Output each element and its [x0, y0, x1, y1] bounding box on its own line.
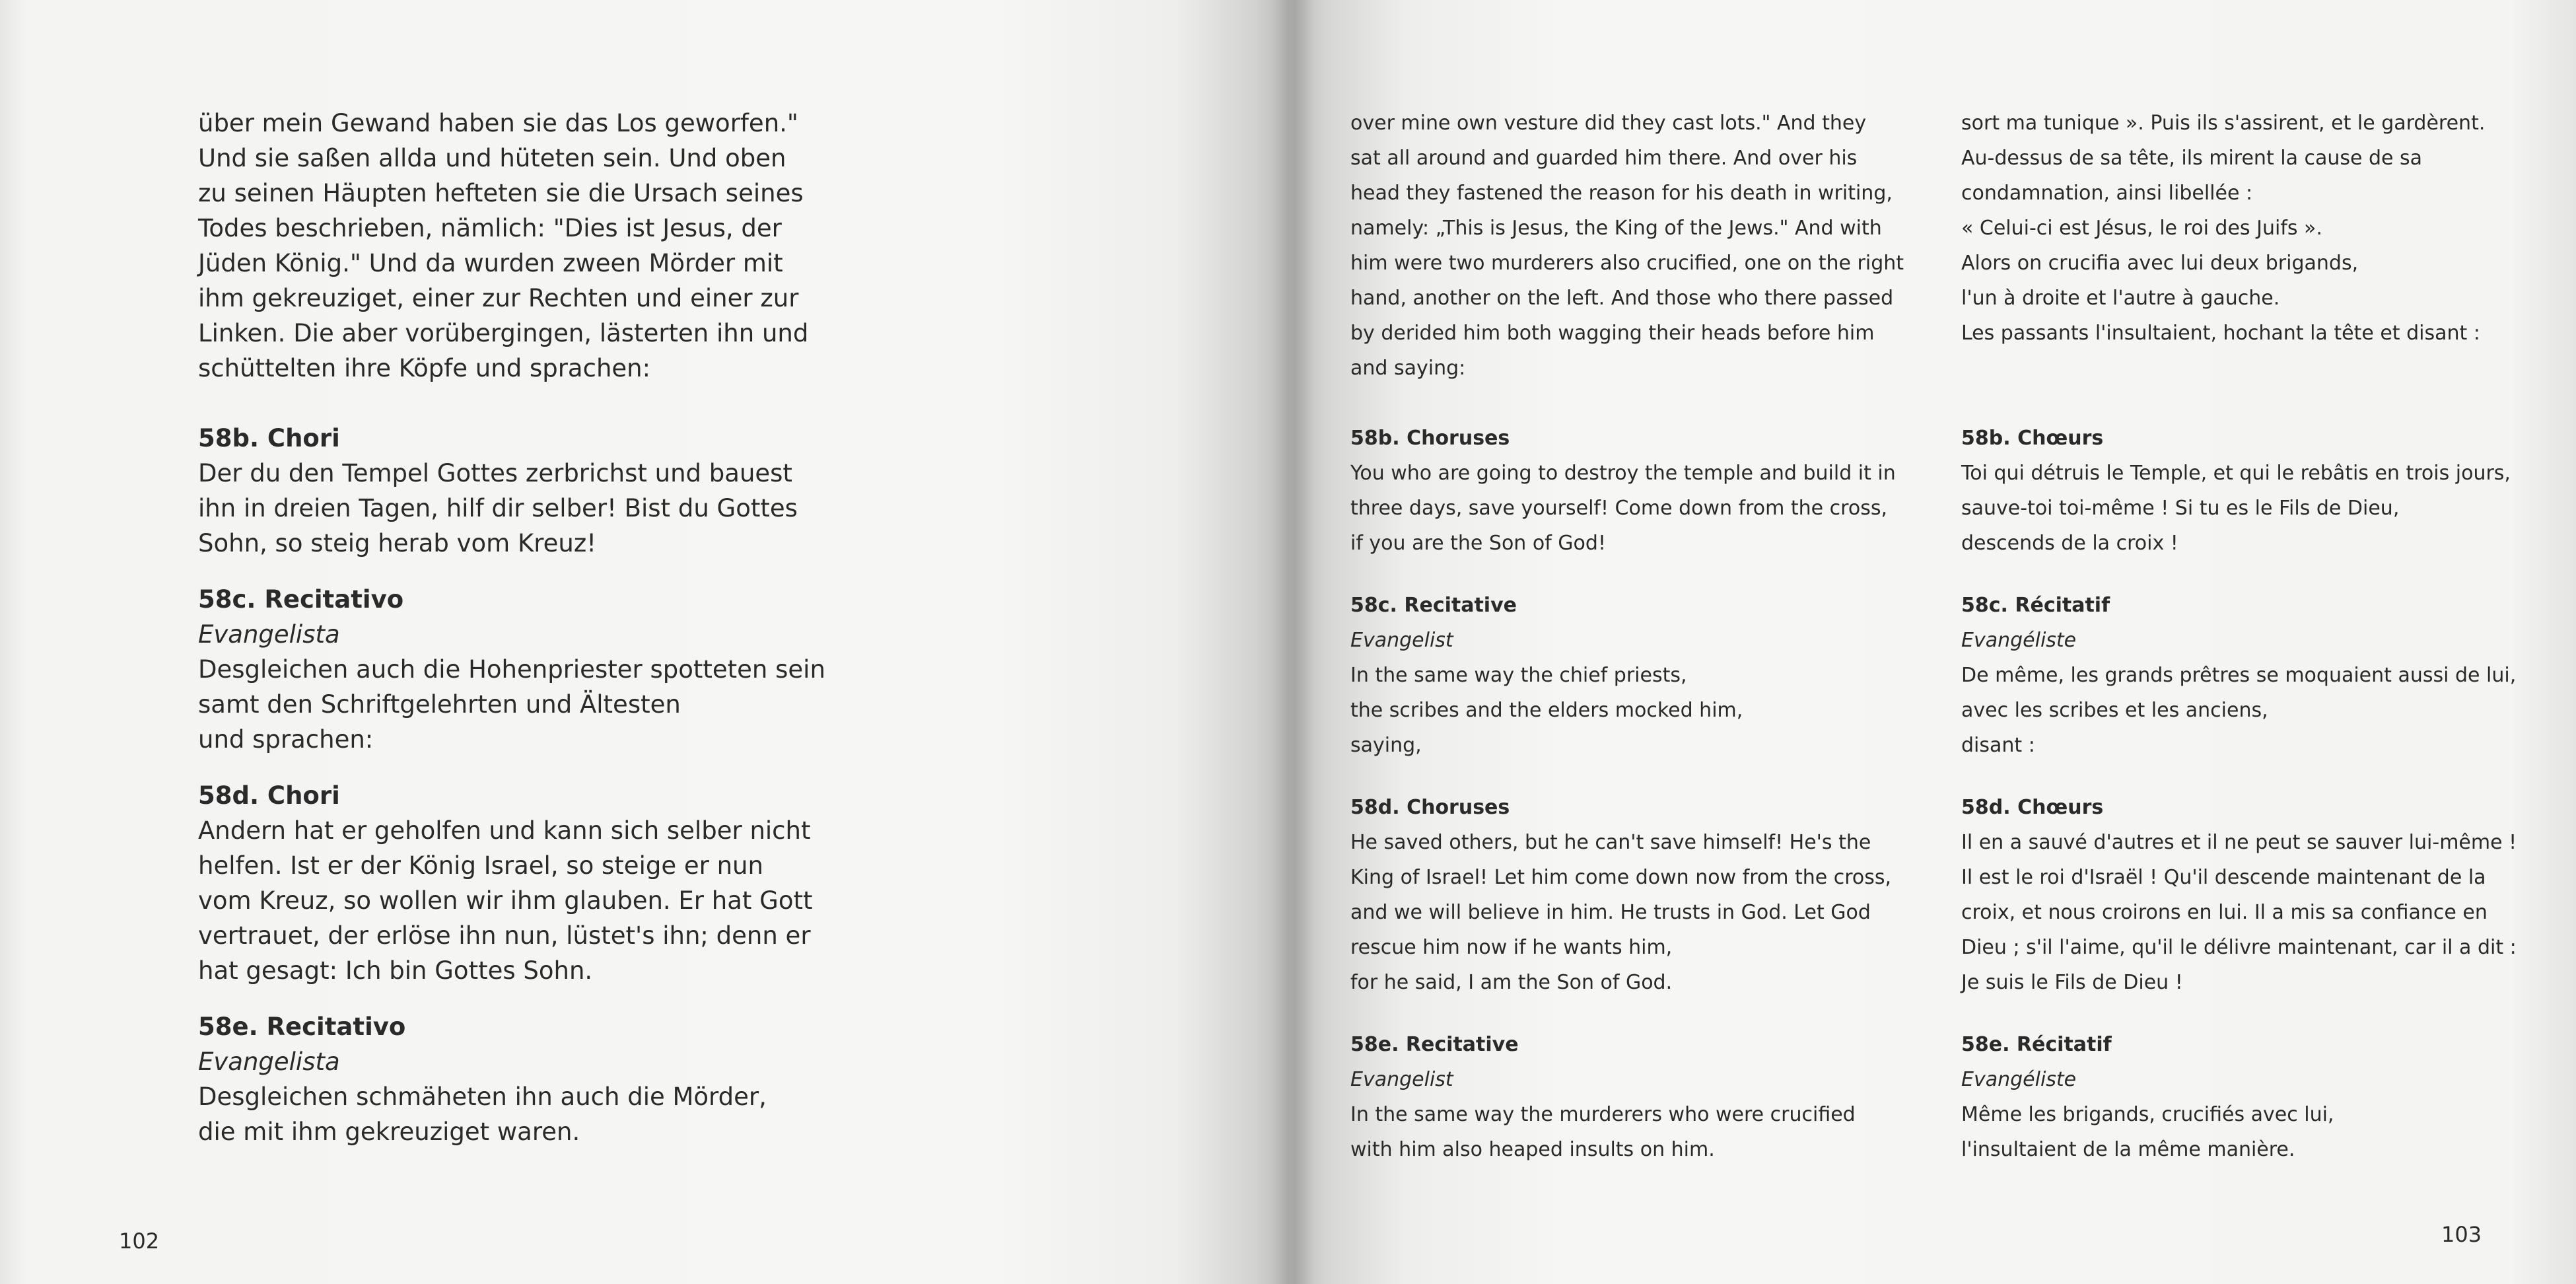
text-line: King of Israel! Let him come down now from the cross, [1350, 866, 1892, 889]
section-heading: 58d. Chori [198, 781, 340, 810]
text-line: Desgleichen schmäheten ihn auch die Mörder, [198, 1083, 767, 1111]
french-section-58d [1961, 790, 2542, 1000]
text-line: three days, save yourself! Come down from the cross, [1350, 497, 1887, 520]
french-section-58b [1961, 421, 2542, 561]
english-section-58c [1350, 588, 1932, 763]
german-intro [198, 106, 858, 386]
text-line: if you are the Son of God! [1350, 532, 1606, 555]
section-heading: 58c. Recitativo [198, 585, 404, 614]
page-number-right: 103 [2441, 1222, 2482, 1247]
text-line: and saying: [1350, 357, 1466, 380]
section-heading: 58e. Récitatif [1961, 1033, 2112, 1056]
text-line: Der du den Tempel Gottes zerbrichst und bauest [198, 459, 792, 487]
text-line: saying, [1350, 734, 1422, 757]
section-heading: 58e. Recitative [1350, 1033, 1519, 1056]
text-line: helfen. Ist er der König Israel, so steige er nun [198, 851, 763, 880]
english-text-column [1350, 106, 1932, 1167]
text-line: Au-dessus de sa tête, ils mirent la cause de sa [1961, 147, 2423, 170]
section-heading: 58d. Chœurs [1961, 796, 2104, 819]
english-section-58d [1350, 790, 1932, 1000]
page-number-left: 102 [119, 1229, 160, 1254]
text-line: sort ma tunique ». Puis ils s'assirent, et le gardèrent. [1961, 112, 2486, 135]
text-line: Il est le roi d'Israël ! Qu'il descende maintenant de la [1961, 866, 2486, 889]
text-line: condamnation, ainsi libellée : [1961, 182, 2253, 205]
english-intro [1350, 106, 1932, 386]
text-line: In the same way the murderers who were crucified [1350, 1103, 1856, 1126]
text-line: sat all around and guarded him there. And over his [1350, 147, 1858, 170]
text-line: l'un à droite et l'autre à gauche. [1961, 287, 2280, 310]
section-heading: 58b. Chœurs [1961, 427, 2104, 450]
voice-label: Evangelista [198, 620, 340, 649]
section-heading: 58e. Recitativo [198, 1013, 406, 1041]
text-line: for he said, I am the Son of God. [1350, 971, 1673, 994]
german-section-58d [198, 778, 858, 988]
text-line: namely: „This is Jesus, the King of the Jews." And with [1350, 217, 1882, 240]
german-section-58e [198, 1009, 858, 1149]
text-line: avec les scribes et les anciens, [1961, 699, 2268, 722]
text-line: ihm gekreuziget, einer zur Rechten und einer zur [198, 284, 799, 312]
voice-label: Evangéliste [1961, 629, 2077, 652]
text-line: Todes beschrieben, nämlich: "Dies ist Jesus, der [198, 214, 782, 242]
text-line: Linken. Die aber vorübergingen, lästerten ihn und [198, 319, 809, 347]
text-line: disant : [1961, 734, 2035, 757]
text-line: Desgleichen auch die Hohenpriester spotteten sein [198, 655, 825, 684]
french-intro [1961, 106, 2542, 351]
english-section-58b [1350, 421, 1932, 561]
text-line: over mine own vesture did they cast lots." And they [1350, 112, 1867, 135]
text-line: Toi qui détruis le Temple, et qui le rebâtis en trois jours, [1961, 462, 2511, 485]
text-line: Andern hat er geholfen und kann sich selber nicht [198, 816, 811, 845]
text-line: the scribes and the elders mocked him, [1350, 699, 1743, 722]
text-line: croix, et nous croirons en lui. Il a mis sa confiance en [1961, 901, 2488, 924]
text-line: Sohn, so steig herab vom Kreuz! [198, 529, 597, 557]
french-text-column [1961, 106, 2542, 1167]
text-line: Même les brigands, crucifiés avec lui, [1961, 1103, 2334, 1126]
text-line: hat gesagt: Ich bin Gottes Sohn. [198, 956, 593, 985]
section-heading: 58b. Chori [198, 424, 340, 452]
german-section-58c [198, 582, 858, 757]
german-text-column [198, 106, 858, 1149]
text-line: Les passants l'insultaient, hochant la tête et disant : [1961, 322, 2480, 345]
voice-label: Evangelist [1350, 629, 1453, 652]
section-heading: 58d. Choruses [1350, 796, 1510, 819]
text-line: schüttelten ihre Köpfe und sprachen: [198, 354, 651, 382]
text-line: He saved others, but he can't save himself! He's the [1350, 831, 1871, 854]
section-heading: 58c. Recitative [1350, 594, 1517, 617]
text-line: « Celui-ci est Jésus, le roi des Juifs ». [1961, 217, 2322, 240]
text-line: l'insultaient de la même manière. [1961, 1138, 2295, 1161]
voice-label: Evangelista [198, 1048, 340, 1076]
english-section-58e [1350, 1027, 1932, 1167]
text-line: In the same way the chief priests, [1350, 664, 1687, 687]
german-section-58b [198, 421, 858, 561]
text-line: Alors on crucifia avec lui deux brigands, [1961, 252, 2359, 275]
text-line: hand, another on the left. And those who there passed [1350, 287, 1894, 310]
text-line: die mit ihm gekreuziget waren. [198, 1118, 580, 1146]
text-line: vom Kreuz, so wollen wir ihm glauben. Er hat Gott [198, 886, 813, 915]
text-line: vertrauet, der erlöse ihn nun, lüstet's ihn; denn er [198, 921, 811, 950]
text-line: and we will believe in him. He trusts in God. Let God [1350, 901, 1871, 924]
text-line: Il en a sauvé d'autres et il ne peut se sauver lui-même ! [1961, 831, 2517, 854]
text-line: sauve-toi toi-même ! Si tu es le Fils de Dieu, [1961, 497, 2400, 520]
text-line: De même, les grands prêtres se moquaient aussi de lui, [1961, 664, 2517, 687]
text-line: Jüden König." Und da wurden zween Mörder mit [198, 249, 783, 277]
text-line: samt den Schriftgelehrten und Ältesten [198, 690, 681, 719]
text-line: head they fastened the reason for his death in writing, [1350, 182, 1893, 205]
text-line: Dieu ; s'il l'aime, qu'il le délivre maintenant, car il a dit : [1961, 936, 2517, 959]
section-heading: 58b. Choruses [1350, 427, 1510, 450]
text-line: with him also heaped insults on him. [1350, 1138, 1715, 1161]
voice-label: Evangéliste [1961, 1068, 2077, 1091]
french-section-58c [1961, 588, 2542, 763]
section-heading: 58c. Récitatif [1961, 594, 2110, 617]
text-line: ihn in dreien Tagen, hilf dir selber! Bist du Gottes [198, 494, 798, 522]
text-line: by derided him both wagging their heads before him [1350, 322, 1875, 345]
text-line: Und sie saßen allda und hüteten sein. Und oben [198, 144, 786, 172]
french-section-58e [1961, 1027, 2542, 1167]
text-line: und sprachen: [198, 725, 374, 754]
right-page [1288, 0, 2576, 1284]
text-line: descends de la croix ! [1961, 532, 2178, 555]
text-line: rescue him now if he wants him, [1350, 936, 1673, 959]
text-line: zu seinen Häupten hefteten sie die Ursach seines [198, 179, 804, 207]
text-line: him were two murderers also crucified, one on the right [1350, 252, 1904, 275]
voice-label: Evangelist [1350, 1068, 1453, 1091]
text-line: Je suis le Fils de Dieu ! [1961, 971, 2183, 994]
book-gutter [1274, 0, 1314, 1284]
text-line: über mein Gewand haben sie das Los geworfen." [198, 109, 798, 137]
text-line: You who are going to destroy the temple and build it in [1350, 462, 1896, 485]
